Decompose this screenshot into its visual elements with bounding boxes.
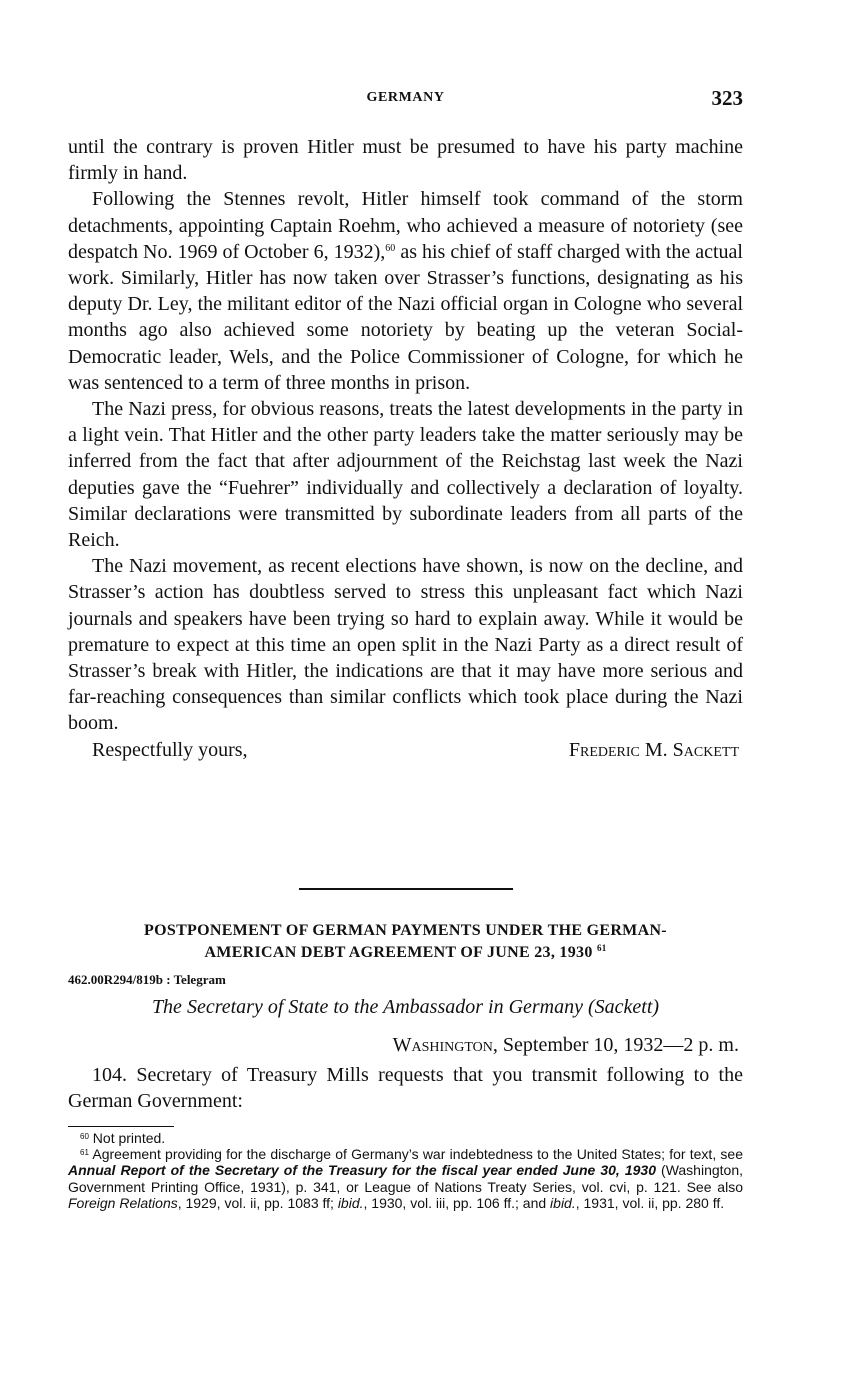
footnote-text: Not printed.: [88, 1130, 166, 1146]
signature: Frederic M. Sackett: [568, 738, 739, 761]
footnote-divider: [68, 1126, 174, 1127]
footnote-text: , 1929, vol. ii, pp. 1083 ff;: [177, 1194, 338, 1211]
telegram-body: [68, 1062, 743, 1114]
footnote-text: Agreement providing for the discharge of Germany’s war indebtedness to the United States; for text, see: [88, 1146, 743, 1163]
footnote-ref-61: 61: [596, 943, 607, 953]
paragraph-nazi-press: The Nazi press, for obvious reasons, treats the latest developments in the party in a light vein. That Hitler and the other party leaders take the matter seriously may be inferred from the fact that after adjournment of the Reichstag last week the Nazi deputies gave the “Fuehrer” individually and collectively a declaration of loyalty. Similar declarations were transmitted by subordinate leaders from all parts of the Reich.: [68, 398, 743, 552]
footnote-60: [68, 1130, 743, 1146]
paragraph-stennes-revolt: [68, 186, 743, 396]
paragraph-continuation: until the contrary is proven Hitler must be presumed to have his party machine firmly in hand.: [68, 136, 743, 185]
section-title-line-1: POSTPONEMENT OF GERMAN PAYMENTS UNDER THE GERMAN-: [144, 922, 667, 939]
footnote-citation-title: Foreign Relations: [68, 1194, 178, 1211]
section-divider: [299, 888, 513, 890]
running-head: GERMANY: [366, 90, 445, 105]
telegram-paragraph: 104. Secretary of Treasury Mills requests that you transmit following to the German Government:: [68, 1064, 743, 1113]
paragraph-text: Following the Stennes revolt, Hitler himself took command of the storm detachments, appointing Captain Roehm, who achieved a measure of notoriety (see despatch No. 1969 of October 6, 1932),: [68, 188, 743, 263]
body-text: [68, 134, 743, 763]
footnote-61: [68, 1146, 743, 1211]
footnote-marker: 60: [80, 1132, 89, 1141]
section-title-line-2: [68, 942, 743, 964]
footnote-ibid: ibid.: [550, 1194, 576, 1211]
footnote-ref-60: 60: [385, 242, 396, 254]
footnote-text: , 1930, vol. iii, pp. 106 ff.; and: [363, 1194, 551, 1211]
footnote-marker: 61: [80, 1148, 89, 1158]
section-title: [68, 920, 743, 964]
section-title-text: AMERICAN DEBT AGREEMENT OF JUNE 23, 1930: [204, 944, 593, 961]
dateline: [393, 1034, 739, 1057]
page-header: [68, 86, 743, 116]
page-number: 323: [711, 86, 743, 110]
paragraph-text: as his chief of staff charged with the actual work. Similarly, Hitler has now taken over Strasser’s functions, designating as his deputy Dr. Ley, the militant editor of the Nazi official organ in Cologne who several months ago also achieved some notoriety by beating up the veteran Social-Democratic leader, Wels, and the Police Commissioner of Cologne, for which he was sentenced to a term of three months in prison.: [68, 240, 743, 394]
letter-closing: [68, 737, 743, 763]
complimentary-close: Respectfully yours,: [92, 738, 248, 761]
footnote-text: , 1931, vol. ii, pp. 280 ff.: [575, 1194, 725, 1211]
file-reference: 462.00R294/819b : Telegram: [68, 972, 226, 987]
footnote-text: (Washington, Government Printing Office, 1931), p. 341, or League of Nations Treaty Series, vol. cvi, p. 121. See also: [68, 1162, 743, 1195]
footnotes: [68, 1130, 743, 1211]
document-heading: The Secretary of State to the Ambassador in Germany (Sackett): [151, 996, 660, 1018]
dateline-place: Washington: [392, 1034, 493, 1056]
paragraph-nazi-movement: The Nazi movement, as recent elections have shown, is now on the decline, and Strasser’s action has doubtless served to stress this unpleasant fact which Nazi journals and speakers have been trying so hard to explain away. While it would be premature to expect at this time an open split in the Nazi Party as a direct result of Strasser’s break with Hitler, the indications are that it may have more serious and far-reaching consequences than similar conflicts which took place during the Nazi boom.: [68, 555, 743, 735]
footnote-citation-title: Annual Report of the Secretary of the Treasury for the fiscal year ended June 30, 1930: [68, 1162, 656, 1179]
dateline-date: , September 10, 1932—2 p. m.: [492, 1034, 739, 1056]
footnote-ibid: ibid.: [337, 1194, 364, 1211]
